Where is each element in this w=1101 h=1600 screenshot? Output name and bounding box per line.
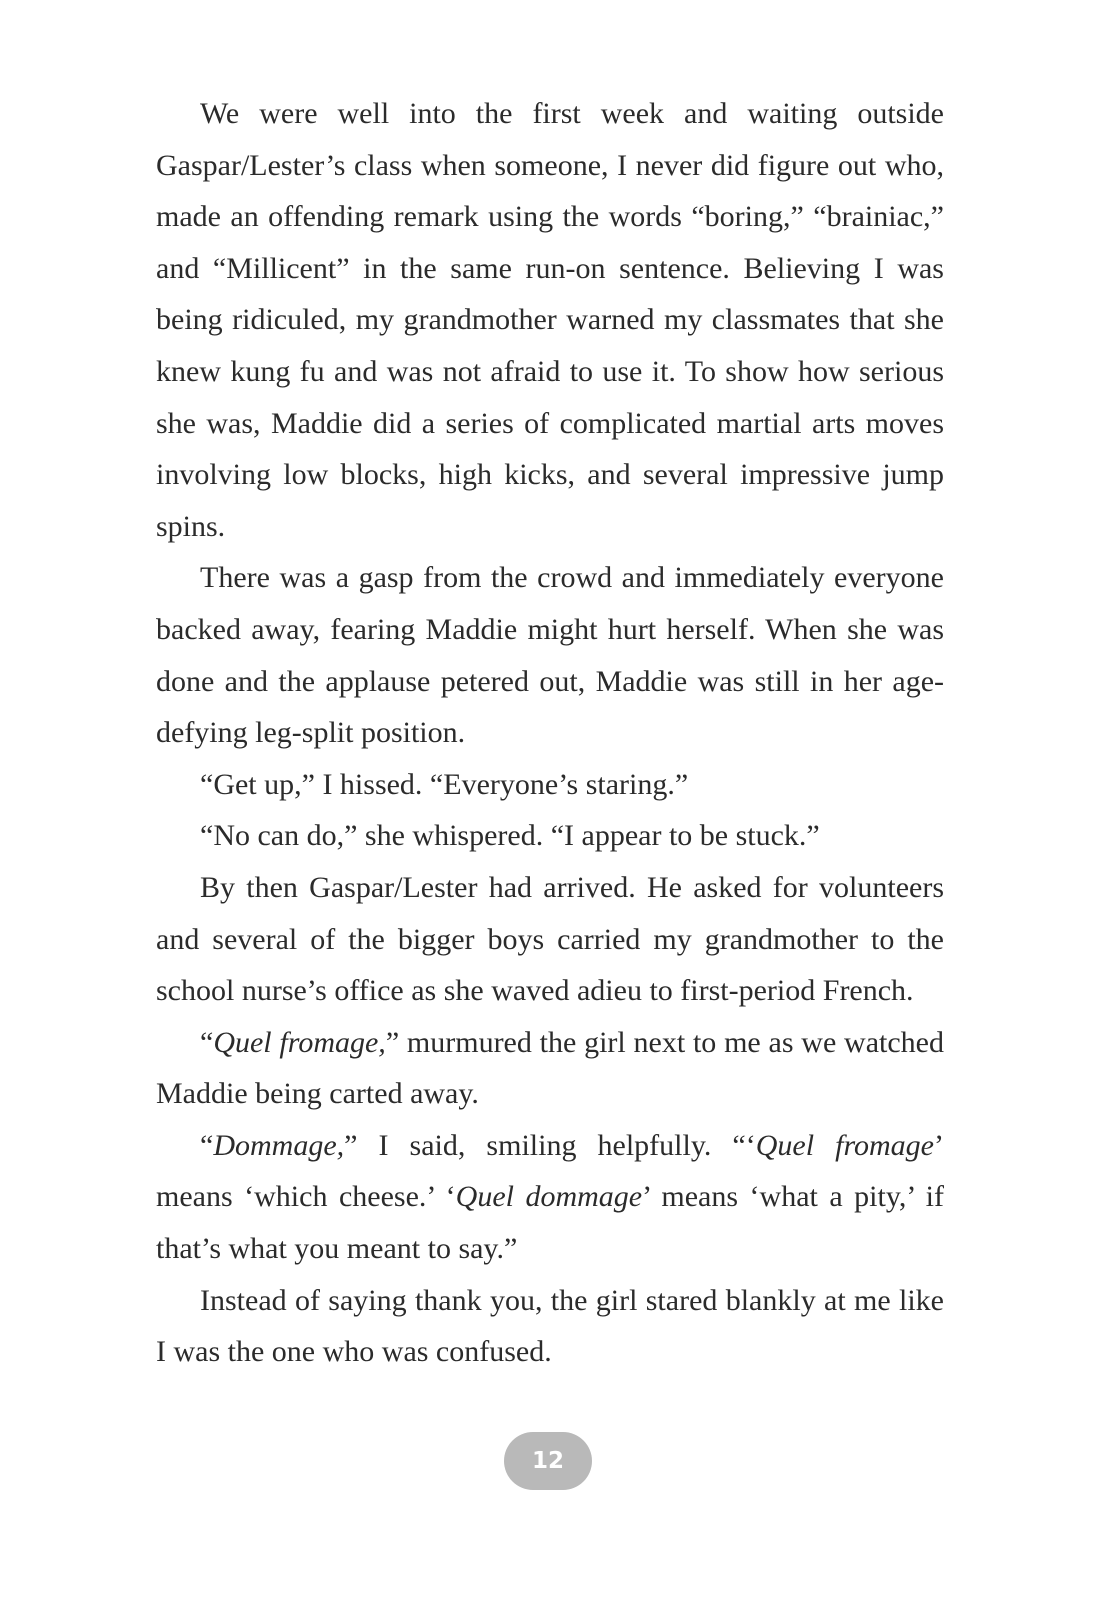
paragraph: Instead of saying thank you, the girl stared blankly at me like I was the one who was confused. [156, 1283, 944, 1369]
paragraph [156, 1017, 944, 1120]
quote-mark: “ [200, 1128, 214, 1162]
italic-french-phrase: Quel fromage, [213, 1025, 386, 1059]
paragraph-text: ” I said, smiling helpfully. “‘ [344, 1128, 756, 1162]
italic-french-phrase: Dommage, [213, 1128, 345, 1162]
paragraph: We were well into the first week and waiting outside Gaspar/Lester’s class when someone, I never did figure out who, made an offending remark using the words “boring,” “brainiac,” and “Millicent” in the same run-on sentence. Believing I was being ridiculed, my grandmother warned my classmates that she knew kung fu and was not afraid to use it. To show how serious she was, Maddie did a series of complicated martial arts moves involving low blocks, high kicks, and several impressive jump spins. [156, 97, 944, 543]
italic-french-phrase: Quel fromage [755, 1128, 934, 1162]
body-text [156, 88, 944, 1378]
paragraph-text: ” murmured the girl next to me as we watched Maddie being carted away. [156, 1025, 944, 1111]
page-number-badge: 12 [504, 1432, 592, 1490]
quote-mark: “ [200, 1025, 214, 1059]
paragraph: “No can do,” she whispered. “I appear to be stuck.” [200, 819, 820, 853]
paragraph [156, 1120, 944, 1275]
paragraph: There was a gasp from the crowd and immediately everyone backed away, fearing Maddie might hurt herself. When she was done and the applause petered out, Maddie was still in her age-defying leg-split position. [156, 561, 944, 750]
paragraph-text: ’ means ‘what a pity,’ if that’s what you meant to say.” [156, 1180, 944, 1266]
paragraph: By then Gaspar/Lester had arrived. He asked for volunteers and several of the bigger boys carried my grandmother to the school nurse’s office as she waved adieu to first-period French. [156, 870, 944, 1008]
italic-french-phrase: Quel dommage [455, 1180, 643, 1214]
paragraph: “Get up,” I hissed. “Everyone’s staring.” [200, 767, 689, 801]
paragraph-text: ’ means ‘which cheese.’ ‘ [156, 1128, 944, 1214]
